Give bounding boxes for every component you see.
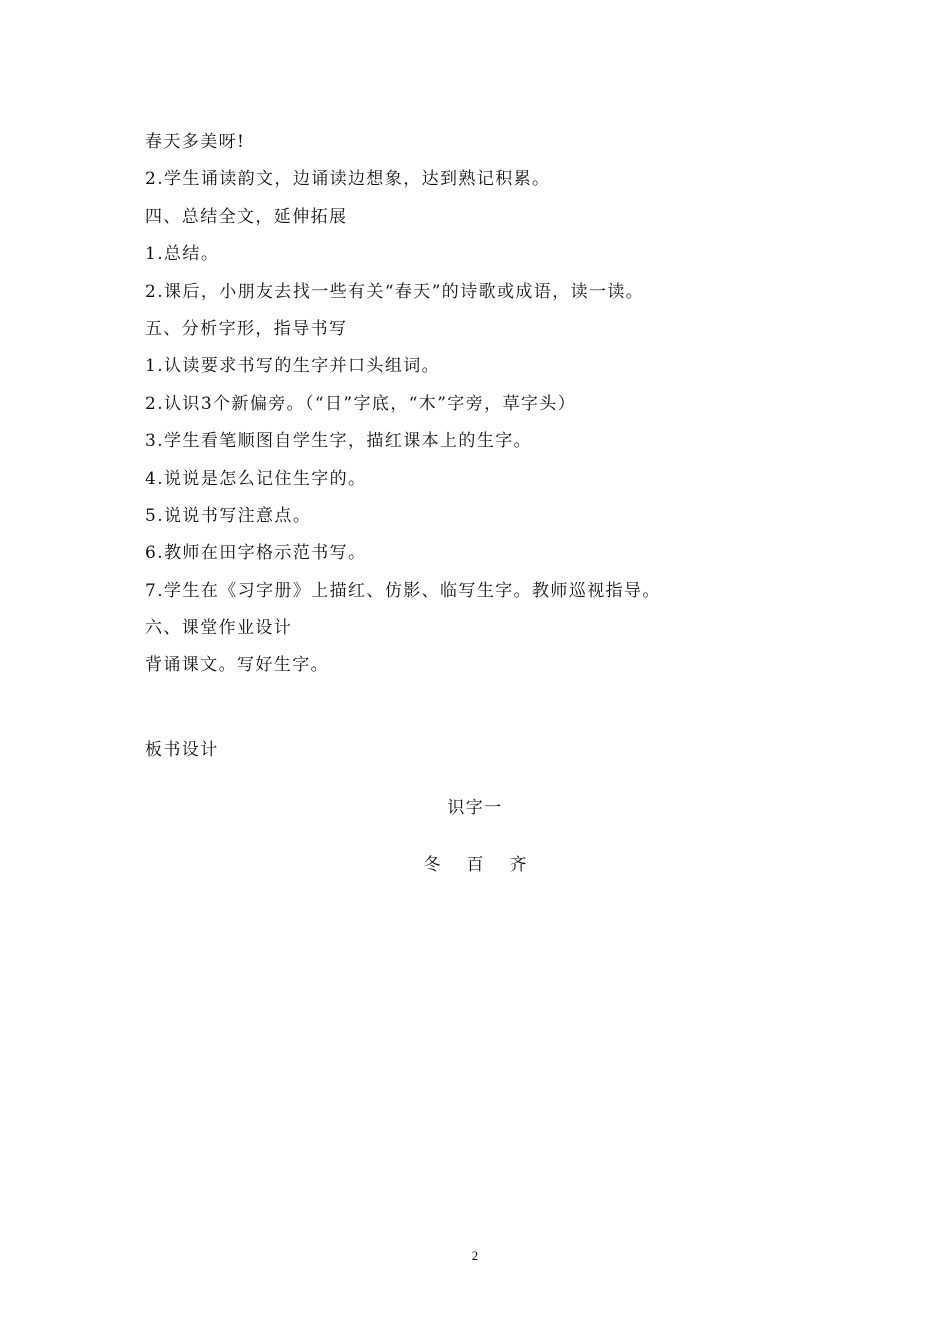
board-characters <box>0 850 950 880</box>
text-line: 1.认读要求书写的生字并口头组词。 <box>145 356 441 377</box>
board-character: 齐 <box>509 855 527 875</box>
text-line: 6.教师在田字格示范书写。 <box>145 543 367 564</box>
lesson-body <box>145 124 825 685</box>
page-number: 2 <box>471 1248 479 1263</box>
section-heading: 四、总结全文，延伸拓展 <box>145 206 348 227</box>
text-line: 2.课后，小朋友去找一些有关“春天”的诗歌或成语，读一读。 <box>145 281 645 302</box>
section-heading: 五、分析字形，指导书写 <box>145 318 348 339</box>
board-character: 百 <box>466 855 484 875</box>
section-heading: 六、课堂作业设计 <box>145 618 293 639</box>
text-line: 2.认识3个新偏旁。（“日”字底，“木”字旁，草字头） <box>145 393 577 414</box>
board-design-heading: 板书设计 <box>145 740 219 760</box>
text-line: 1.总结。 <box>145 244 220 265</box>
text-line: 3.学生看笔顺图自学生字，描红课本上的生字。 <box>145 431 533 452</box>
text-line: 2.学生诵读韵文，边诵读边想象，达到熟记积累。 <box>145 169 551 190</box>
text-line: 7.学生在《习字册》上描红、仿影、临写生字。教师巡视指导。 <box>145 580 661 601</box>
text-line: 5.说说书写注意点。 <box>145 505 312 526</box>
text-line: 背诵课文。写好生字。 <box>145 655 329 676</box>
text-line: 4.说说是怎么记住生字的。 <box>145 468 367 489</box>
board-character: 冬 <box>423 855 441 875</box>
text-line: 春天多美呀! <box>145 132 246 152</box>
board-title: 识字一 <box>447 798 503 818</box>
